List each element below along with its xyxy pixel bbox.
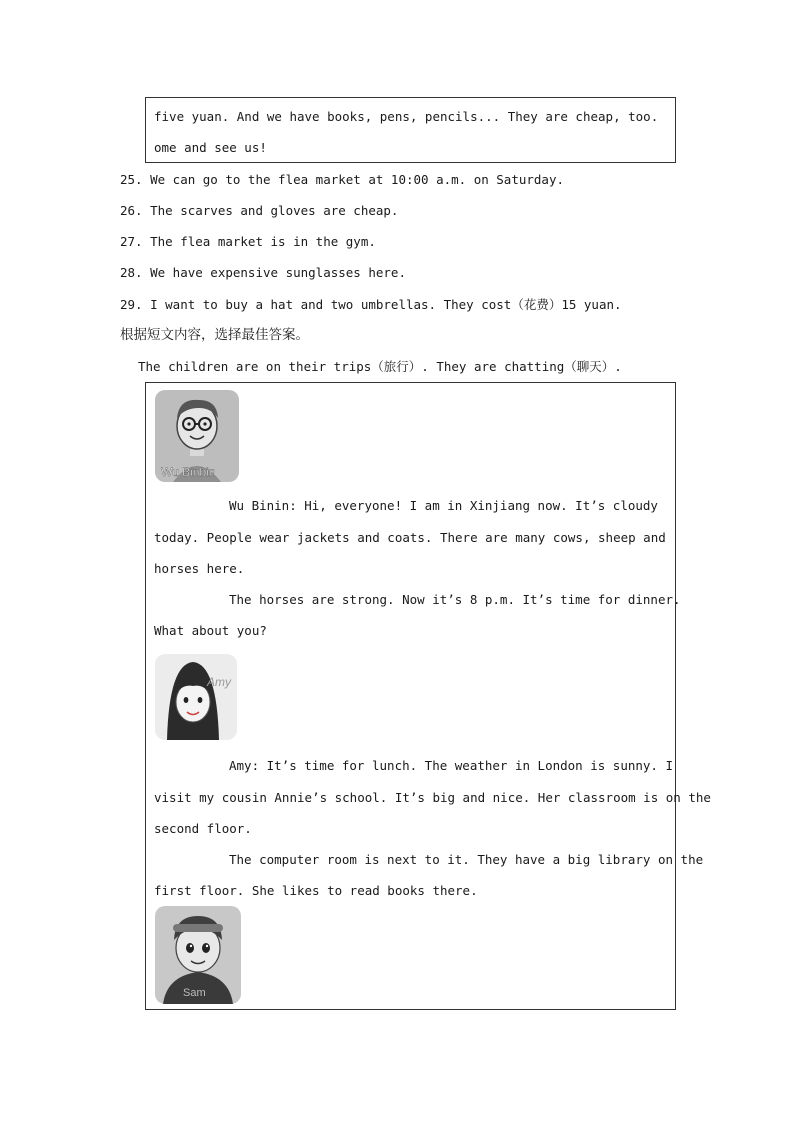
top-box-line-1: five yuan. And we have books, pens, pencils... They are cheap, too. [154, 109, 659, 124]
instruction: 根据短文内容，选择最佳答案。 [120, 327, 309, 343]
statement-29: 29. I want to buy a hat and two umbrellas. They cost（花费）15 yuan. [120, 297, 622, 312]
wu-binin-line-1: Wu Binin: Hi, everyone! I am in Xinjiang now. It’s cloudy [229, 498, 658, 513]
wu-binbin-avatar [155, 390, 239, 482]
amy-line-1: Amy: It’s time for lunch. The weather in London is sunny. I [229, 758, 674, 773]
statement-25: 25. We can go to the flea market at 10:00 a.m. on Saturday. [120, 172, 565, 187]
wu-binin-line-4: The horses are strong. Now it’s 8 p.m. It’s time for dinner. [229, 592, 681, 607]
wu-binin-line-5: What about you? [154, 623, 267, 638]
statement-26: 26. The scarves and gloves are cheap. [120, 203, 399, 218]
amy-avatar-label: Amy [207, 675, 231, 689]
amy-line-2: visit my cousin Annie’s school. It’s big and nice. Her classroom is on the [154, 790, 711, 805]
amy-line-5: first floor. She likes to read books there. [154, 883, 478, 898]
amy-avatar [155, 654, 237, 740]
sam-avatar [155, 906, 241, 1004]
statement-28: 28. We have expensive sunglasses here. [120, 265, 406, 280]
wu-binbin-avatar-label: Wu Binbin [161, 465, 216, 479]
sam-avatar-label: Sam [183, 987, 206, 999]
wu-binin-line-3: horses here. [154, 561, 245, 576]
intro-line: The children are on their trips（旅行）. They are chatting（聊天）. [138, 359, 622, 374]
wu-binin-line-2: today. People wear jackets and coats. There are many cows, sheep and [154, 530, 666, 545]
amy-line-4: The computer room is next to it. They have a big library on the [229, 852, 704, 867]
statement-27: 27. The flea market is in the gym. [120, 234, 376, 249]
amy-line-3: second floor. [154, 821, 252, 836]
top-box-line-2: ome and see us! [154, 140, 267, 155]
